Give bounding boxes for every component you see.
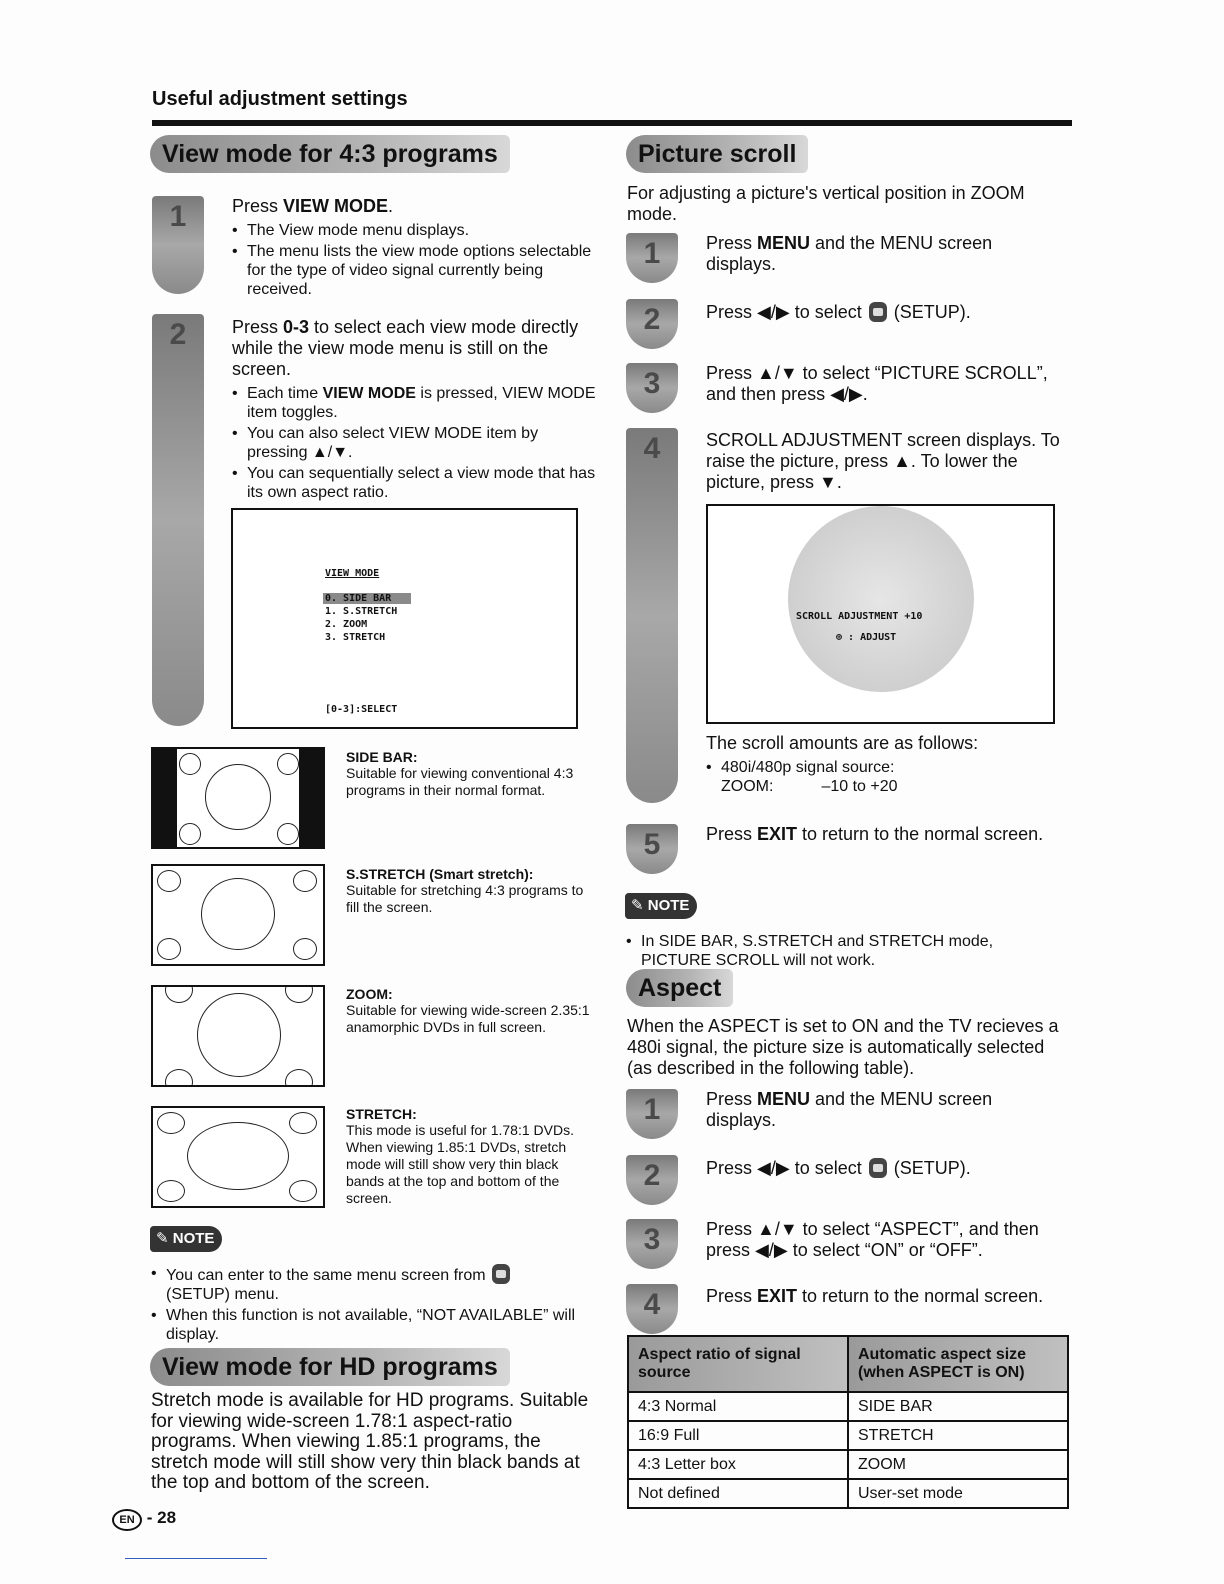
- table-cell: STRETCH: [848, 1421, 1068, 1450]
- aspect-step-4-marker: 4: [626, 1284, 678, 1334]
- menu-item-selected: 0. SIDE BAR: [323, 593, 411, 604]
- table-cell: ZOOM: [848, 1450, 1068, 1479]
- aspect-intro: When the ASPECT is set to ON and the TV recieves a 480i signal, the picture size is automatically selected (as described in the following table).: [627, 1016, 1059, 1078]
- scroll-step-3: Press ▲/▼ to select “PICTURE SCROLL”, and then press ◀/▶.: [706, 363, 1048, 404]
- banner-picture-scroll: Picture scroll: [626, 135, 808, 173]
- table-cell: SIDE BAR: [848, 1392, 1068, 1421]
- menu-footer: [0-3]:SELECT: [325, 704, 398, 715]
- bullet: • Each time VIEW MODE is pressed, VIEW MODE item toggles.: [232, 384, 597, 422]
- mode-side-bar: SIDE BAR: Suitable for viewing conventional 4:3 programs in their normal format.: [346, 749, 574, 798]
- menu-title: VIEW MODE: [325, 568, 380, 579]
- zoom-illustration: [151, 985, 325, 1087]
- banner-view-mode-43: View mode for 4:3 programs: [150, 135, 510, 173]
- step-2-marker: 2: [152, 314, 204, 726]
- bullet: • In SIDE BAR, S.STRETCH and STRETCH mode, PICTURE SCROLL will not work.: [626, 932, 1066, 970]
- table-row: [628, 1392, 1068, 1421]
- scroll-amounts: [706, 754, 1066, 798]
- mode-stretch: STRETCH: This mode is useful for 1.78:1 DVDs. When viewing 1.85:1 DVDs, stretch mode will still show very thin black bands at the top and bottom of the screen.: [346, 1106, 574, 1206]
- aspect-step-2-marker: 2: [626, 1155, 678, 1205]
- scroll-adjustment-label: SCROLL ADJUSTMENT +10: [796, 611, 923, 622]
- scroll-step-2-marker: 2: [626, 299, 678, 349]
- stretch-illustration: [151, 1106, 325, 1208]
- scroll-step-2: Press ◀/▶ to select (SETUP).: [706, 302, 971, 322]
- bullet: • The menu lists the view mode options selectable for the type of video signal currently being received.: [232, 242, 597, 299]
- banner-view-mode-hd: View mode for HD programs: [150, 1348, 510, 1386]
- menu-item: 2. ZOOM: [325, 619, 368, 630]
- note-badge-right: ✎ NOTE: [625, 893, 697, 919]
- s-stretch-illustration: [151, 864, 325, 966]
- table-cell: 4:3 Normal: [628, 1392, 848, 1421]
- aspect-step-3-marker: 3: [626, 1219, 678, 1269]
- setup-icon: [869, 302, 887, 322]
- table-row: [628, 1450, 1068, 1479]
- step-2-content: Press 0-3 to select each view mode directly while the view mode menu is still on the screen. • Each time VIEW MODE is pressed, VIEW MODE item toggles. • You can also select VIEW MODE item by pressing ▲/▼. • You can sequentially select a view mode that has its own aspect ratio.: [232, 317, 597, 504]
- setup-icon: [492, 1264, 510, 1284]
- step-1-marker: 1: [152, 196, 204, 294]
- table-header: Aspect ratio of signal source: [628, 1336, 848, 1392]
- aspect-table: [627, 1335, 1069, 1509]
- menu-item: 3. STRETCH: [325, 632, 386, 643]
- aspect-step-2: Press ◀/▶ to select (SETUP).: [706, 1158, 971, 1178]
- aspect-step-1-marker: 1: [626, 1089, 678, 1139]
- zoom-lens: [788, 506, 974, 692]
- table-header: Automatic aspect size (when ASPECT is ON): [848, 1336, 1068, 1392]
- bullet: • You can enter to the same menu screen from (SETUP) menu.: [151, 1264, 591, 1304]
- table-row: [628, 1421, 1068, 1450]
- scroll-step-1: Press MENU and the MENU screen displays.: [706, 233, 993, 274]
- table-cell: User-set mode: [848, 1479, 1068, 1508]
- view-mode-menu-screen: [231, 508, 578, 729]
- aspect-step-3: Press ▲/▼ to select “ASPECT”, and then press ◀/▶ to select “ON” or “OFF”.: [706, 1219, 1039, 1260]
- bullet: • You can also select VIEW MODE item by pressing ▲/▼.: [232, 424, 597, 462]
- setup-icon: [869, 1158, 887, 1178]
- scroll-step-1-marker: 1: [626, 233, 678, 283]
- scroll-amounts-title: The scroll amounts are as follows:: [706, 733, 979, 753]
- side-bar-illustration: [151, 747, 325, 849]
- page-title: Useful adjustment settings: [152, 88, 408, 110]
- bullet: • You can sequentially select a view mode that has its own aspect ratio.: [232, 464, 597, 502]
- table-cell: 4:3 Letter box: [628, 1450, 848, 1479]
- scroll-intro: For adjusting a picture's vertical position in ZOOM mode.: [627, 183, 1025, 224]
- scroll-step-4: SCROLL ADJUSTMENT screen displays. To raise the picture, press ▲. To lower the picture, press ▼.: [706, 430, 1060, 492]
- footer-rule: [125, 1558, 267, 1559]
- table-cell: Not defined: [628, 1479, 848, 1508]
- adjust-hint: ⊕ : ADJUST: [836, 632, 897, 643]
- scroll-step-5: Press EXIT to return to the normal screen.: [706, 824, 1044, 844]
- mode-s-stretch: S.STRETCH (Smart stretch): Suitable for stretching 4:3 programs to fill the screen.: [346, 866, 584, 915]
- scroll-step-5-marker: 5: [626, 824, 678, 874]
- step-1-content: Press VIEW MODE. • The View mode menu displays. • The menu lists the view mode options selectable for the type of video signal currently being received.: [232, 196, 597, 301]
- language-badge: EN: [112, 1509, 142, 1531]
- table-header-row: [628, 1336, 1068, 1392]
- bullet: • 480i/480p signal source: ZOOM: –10 to +20: [706, 758, 1066, 796]
- scroll-step-4-marker: 4: [626, 428, 678, 803]
- header-rule: [152, 120, 1072, 126]
- note-right-content: [626, 928, 1066, 972]
- note-badge-left: ✎ NOTE: [150, 1226, 222, 1252]
- mode-zoom: ZOOM: Suitable for viewing wide-screen 2.35:1 anamorphic DVDs in full screen.: [346, 986, 590, 1035]
- aspect-step-4: Press EXIT to return to the normal screen.: [706, 1286, 1044, 1306]
- aspect-step-1: Press MENU and the MENU screen displays.: [706, 1089, 993, 1130]
- hd-description: Stretch mode is available for HD programs. Suitable for viewing wide-screen 1.78:1 aspect-ratio programs. When viewing 1.85:1 programs, the stretch mode will still show very thin black bands at the top and bottom of the screen.: [151, 1390, 589, 1493]
- page-number: EN - 28: [112, 1508, 176, 1531]
- menu-item: 1. S.STRETCH: [325, 606, 398, 617]
- table-cell: 16:9 Full: [628, 1421, 848, 1450]
- banner-aspect: Aspect: [626, 969, 733, 1007]
- scroll-adjustment-screen: [706, 504, 1055, 724]
- bullet: • When this function is not available, “NOT AVAILABLE” will display.: [151, 1306, 591, 1344]
- scroll-step-3-marker: 3: [626, 363, 678, 413]
- table-row: [628, 1479, 1068, 1508]
- bullet: • The View mode menu displays.: [232, 221, 597, 240]
- note-left-content: [151, 1260, 591, 1346]
